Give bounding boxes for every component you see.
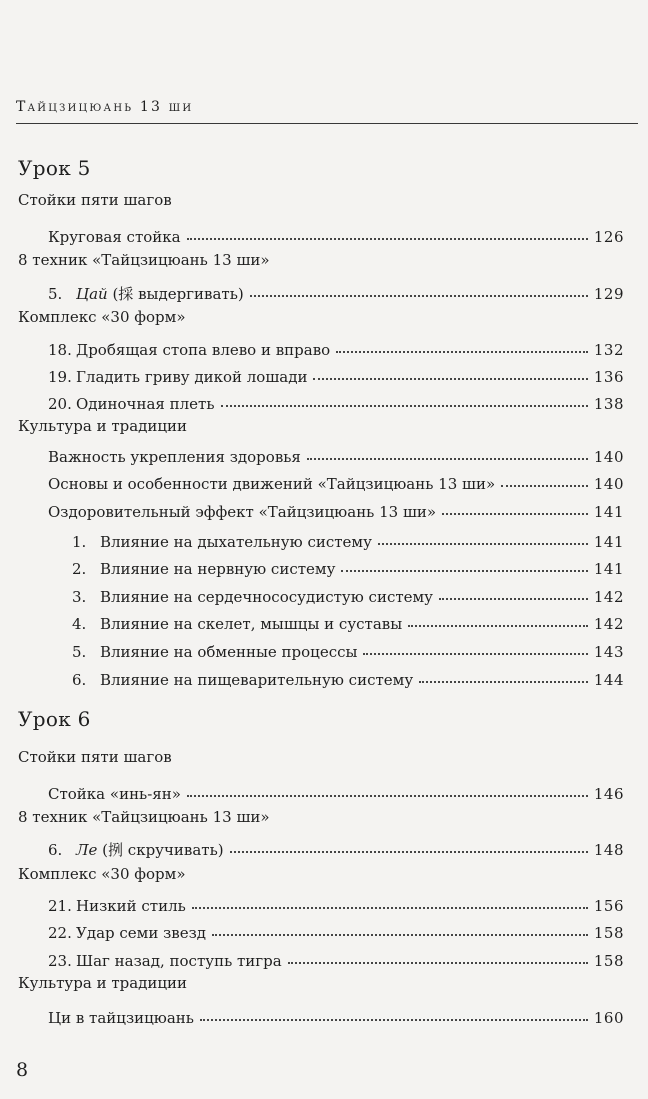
entry-page-number: 136 bbox=[593, 368, 624, 386]
entry-number: 3. bbox=[72, 588, 87, 606]
entry-number: 21. bbox=[48, 897, 72, 915]
entry-page-number: 156 bbox=[593, 897, 624, 915]
entry-number: 18. bbox=[48, 341, 72, 359]
entry-title: Основы и особенности движений «Тайцзицюань 13 ши» bbox=[48, 475, 496, 493]
entry-title: Влияние на скелет, мышцы и суставы bbox=[100, 615, 403, 633]
leader-dots bbox=[200, 1019, 588, 1021]
leader-dots bbox=[408, 625, 588, 627]
entry-number: 20. bbox=[48, 395, 72, 413]
entry-title bbox=[76, 282, 244, 306]
entry-page-number: 142 bbox=[593, 615, 624, 633]
entry-title: Удар семи звезд bbox=[76, 924, 207, 942]
toc-entry bbox=[48, 365, 624, 389]
entry-number: 5. bbox=[48, 285, 63, 303]
toc-entry bbox=[48, 894, 624, 918]
entry-title: Шаг назад, поступь тигра bbox=[76, 952, 282, 970]
section-heading: Комплекс «30 форм» bbox=[18, 308, 186, 326]
entry-title: Важность укрепления здоровья bbox=[48, 448, 301, 466]
toc-entry bbox=[48, 949, 624, 973]
entry-number: 22. bbox=[48, 924, 72, 942]
section-heading: Стойки пяти шагов bbox=[18, 191, 172, 209]
leader-dots bbox=[212, 934, 588, 936]
toc-entry bbox=[48, 782, 624, 806]
entry-page-number: 132 bbox=[593, 341, 624, 359]
entry-page-number: 141 bbox=[593, 503, 624, 521]
toc-entry bbox=[72, 612, 624, 636]
toc-entry bbox=[48, 282, 624, 306]
section-heading: Стойки пяти шагов bbox=[18, 748, 172, 766]
leader-dots bbox=[341, 570, 587, 572]
leader-dots bbox=[230, 851, 588, 853]
entry-page-number: 146 bbox=[593, 785, 624, 803]
leader-dots bbox=[192, 907, 588, 909]
entry-number: 6. bbox=[48, 841, 63, 859]
entry-title: Стойка «инь-ян» bbox=[48, 785, 181, 803]
entry-page-number: 158 bbox=[593, 924, 624, 942]
toc-entry bbox=[48, 472, 624, 496]
toc-entry bbox=[48, 838, 624, 862]
running-header-title: Тайцзицюань 13 ши bbox=[16, 99, 194, 115]
leader-dots bbox=[363, 653, 587, 655]
section-heading: Культура и традиции bbox=[18, 417, 188, 435]
entry-title-rest: (採 выдергивать) bbox=[107, 285, 244, 303]
entry-page-number: 142 bbox=[593, 588, 624, 606]
leader-dots bbox=[221, 405, 588, 407]
toc-entry bbox=[72, 668, 624, 692]
entry-page-number: 138 bbox=[593, 395, 624, 413]
entry-title: Ци в тайцзицюань bbox=[48, 1009, 194, 1027]
section-heading: 8 техник «Тайцзицюань 13 ши» bbox=[18, 808, 270, 826]
toc-entry bbox=[48, 500, 624, 524]
entry-title: Влияние на обменные процессы bbox=[100, 643, 358, 661]
entry-title bbox=[76, 838, 224, 862]
leader-dots bbox=[336, 351, 588, 353]
entry-page-number: 129 bbox=[593, 285, 624, 303]
entry-page-number: 126 bbox=[593, 228, 624, 246]
leader-dots bbox=[439, 598, 588, 600]
leader-dots bbox=[250, 295, 588, 297]
toc-entry bbox=[72, 530, 624, 554]
toc-entry bbox=[72, 640, 624, 664]
section-heading: Комплекс «30 форм» bbox=[18, 865, 186, 883]
section-heading: Культура и традиции bbox=[18, 974, 188, 992]
page-number: 8 bbox=[16, 1059, 29, 1081]
toc-entry bbox=[48, 225, 624, 249]
leader-dots bbox=[501, 485, 588, 487]
entry-title: Дробящая стопа влево и вправо bbox=[76, 341, 331, 359]
entry-title: Влияние на сердечнососудистую систему bbox=[100, 588, 434, 606]
entry-page-number: 160 bbox=[593, 1009, 624, 1027]
leader-dots bbox=[378, 543, 588, 545]
entry-title-rest: (挒 скручивать) bbox=[97, 841, 224, 859]
entry-page-number: 148 bbox=[593, 841, 624, 859]
entry-title: Влияние на дыхательную систему bbox=[100, 533, 372, 551]
entry-page-number: 158 bbox=[593, 952, 624, 970]
entry-page-number: 144 bbox=[593, 671, 624, 689]
leader-dots bbox=[288, 962, 588, 964]
leader-dots bbox=[442, 513, 588, 515]
entry-title: Круговая стойка bbox=[48, 228, 181, 246]
entry-title: Гладить гриву дикой лошади bbox=[76, 368, 308, 386]
section-heading: 8 техник «Тайцзицюань 13 ши» bbox=[18, 251, 270, 269]
entry-number: 6. bbox=[72, 671, 87, 689]
entry-page-number: 143 bbox=[593, 643, 624, 661]
leader-dots bbox=[187, 238, 588, 240]
toc-entry bbox=[48, 392, 624, 416]
entry-number: 4. bbox=[72, 615, 87, 633]
entry-page-number: 140 bbox=[593, 475, 624, 493]
lesson-title: Урок 6 bbox=[18, 707, 91, 731]
lesson-title: Урок 5 bbox=[18, 156, 91, 180]
entry-page-number: 140 bbox=[593, 448, 624, 466]
toc-entry bbox=[48, 1006, 624, 1030]
entry-title: Оздоровительный эффект «Тайцзицюань 13 ши» bbox=[48, 503, 437, 521]
leader-dots bbox=[307, 458, 588, 460]
entry-number: 2. bbox=[72, 560, 87, 578]
entry-number: 1. bbox=[72, 533, 87, 551]
toc-entry bbox=[48, 445, 624, 469]
entry-number: 5. bbox=[72, 643, 87, 661]
toc-entry bbox=[72, 585, 624, 609]
toc-entry bbox=[48, 921, 624, 945]
leader-dots bbox=[187, 795, 588, 797]
entry-title: Влияние на нервную систему bbox=[100, 560, 336, 578]
leader-dots bbox=[313, 378, 587, 380]
toc-entry bbox=[48, 338, 624, 362]
entry-title-italic: Цай bbox=[76, 285, 108, 303]
entry-page-number: 141 bbox=[593, 533, 624, 551]
entry-page-number: 141 bbox=[593, 560, 624, 578]
entry-title: Низкий стиль bbox=[76, 897, 186, 915]
toc-entry bbox=[72, 557, 624, 581]
entry-title: Влияние на пищеварительную систему bbox=[100, 671, 414, 689]
entry-number: 23. bbox=[48, 952, 72, 970]
entry-title-italic: Ле bbox=[76, 841, 98, 859]
entry-number: 19. bbox=[48, 368, 72, 386]
leader-dots bbox=[419, 681, 588, 683]
entry-title: Одиночная плеть bbox=[76, 395, 215, 413]
